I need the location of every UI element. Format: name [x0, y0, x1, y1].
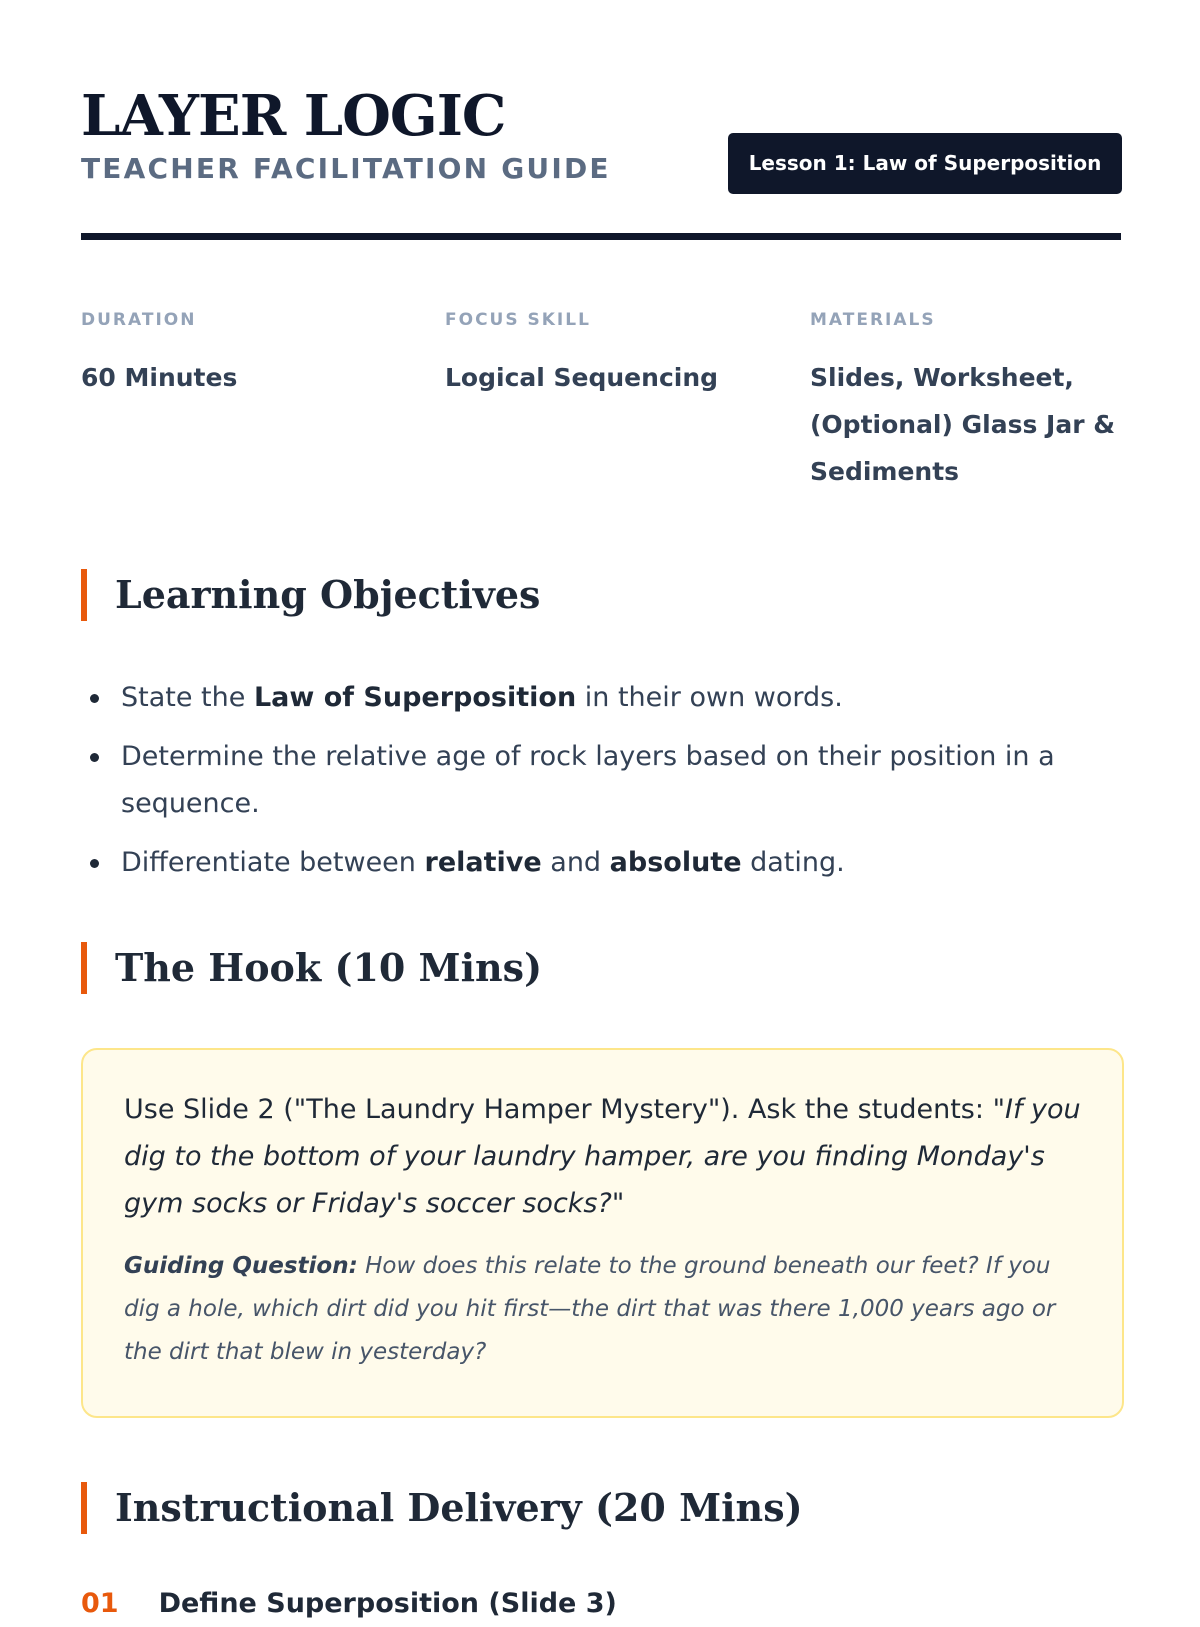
objective-text: and — [541, 847, 610, 878]
bullet-icon — [90, 753, 99, 762]
list-item — [81, 733, 1121, 827]
bullet-icon — [90, 694, 99, 703]
meta-materials — [810, 308, 1130, 495]
section-accent-bar — [81, 942, 87, 994]
section-accent-bar — [81, 1482, 87, 1534]
header-divider — [81, 233, 1121, 240]
guide-title: LAYER LOGIC — [81, 83, 506, 149]
objective-emphasis: relative — [424, 847, 542, 878]
meta-focus-skill — [445, 308, 785, 401]
lesson-badge: Lesson 1: Law of Superposition — [728, 133, 1122, 194]
objectives-list — [81, 674, 1121, 898]
guiding-question-text: How does this relate to the ground beneath our feet? If you dig a hole, which dirt did you hit first—the dirt that was there 1,000 years ago or the dirt that blew in yesterday? — [124, 1253, 1056, 1365]
step-item — [81, 1580, 1121, 1627]
objective-emphasis: absolute — [609, 847, 742, 878]
objective-text: State the — [121, 682, 254, 713]
list-item — [81, 839, 1121, 886]
bullet-icon — [90, 859, 99, 868]
objective-text: dating. — [741, 847, 845, 878]
hook-callout — [81, 1048, 1124, 1418]
hook-heading — [81, 941, 542, 995]
duration-label: DURATION — [81, 310, 197, 330]
instruction-heading — [81, 1481, 803, 1535]
lesson-meta — [81, 308, 1121, 488]
guide-page — [81, 0, 1121, 1619]
focus-skill-value: Logical Sequencing — [445, 363, 719, 392]
instruction-heading-text: Instructional Delivery (20 Mins) — [115, 1485, 803, 1530]
meta-duration — [81, 308, 421, 401]
hook-heading-text: The Hook (10 Mins) — [115, 945, 543, 990]
guiding-question — [124, 1245, 1082, 1374]
focus-skill-label: FOCUS SKILL — [445, 310, 591, 330]
objective-emphasis: Law of Superposition — [253, 682, 577, 713]
hook-instruction-text: Use Slide 2 ("The Laundry Hamper Mystery"). Ask the students: — [124, 1094, 993, 1125]
list-item — [81, 674, 1121, 721]
hook-quote: "If you dig to the bottom of your laundry hamper, are you finding Monday's gym socks or Friday's soccer socks?" — [124, 1094, 1081, 1219]
guiding-question-label: Guiding Question: — [124, 1253, 358, 1279]
guide-subtitle: TEACHER FACILITATION GUIDE — [81, 152, 611, 185]
guide-header — [81, 0, 1121, 242]
hook-instruction — [124, 1086, 1082, 1227]
materials-value: Slides, Worksheet, (Optional) Glass Jar & Sediments — [810, 363, 1116, 486]
step-number: 01 — [81, 1588, 119, 1619]
objectives-heading-text: Learning Objectives — [115, 572, 541, 617]
step-label: Define Superposition (Slide 3) — [158, 1588, 617, 1619]
objective-text: in their own words. — [576, 682, 843, 713]
objective-text: Differentiate between — [121, 847, 425, 878]
duration-value: 60 Minutes — [81, 363, 238, 392]
objective-text: Determine the relative age of rock layers based on their position in a sequence. — [121, 741, 1055, 819]
objectives-heading — [81, 568, 540, 622]
section-accent-bar — [81, 569, 87, 621]
materials-label: MATERIALS — [810, 310, 936, 330]
